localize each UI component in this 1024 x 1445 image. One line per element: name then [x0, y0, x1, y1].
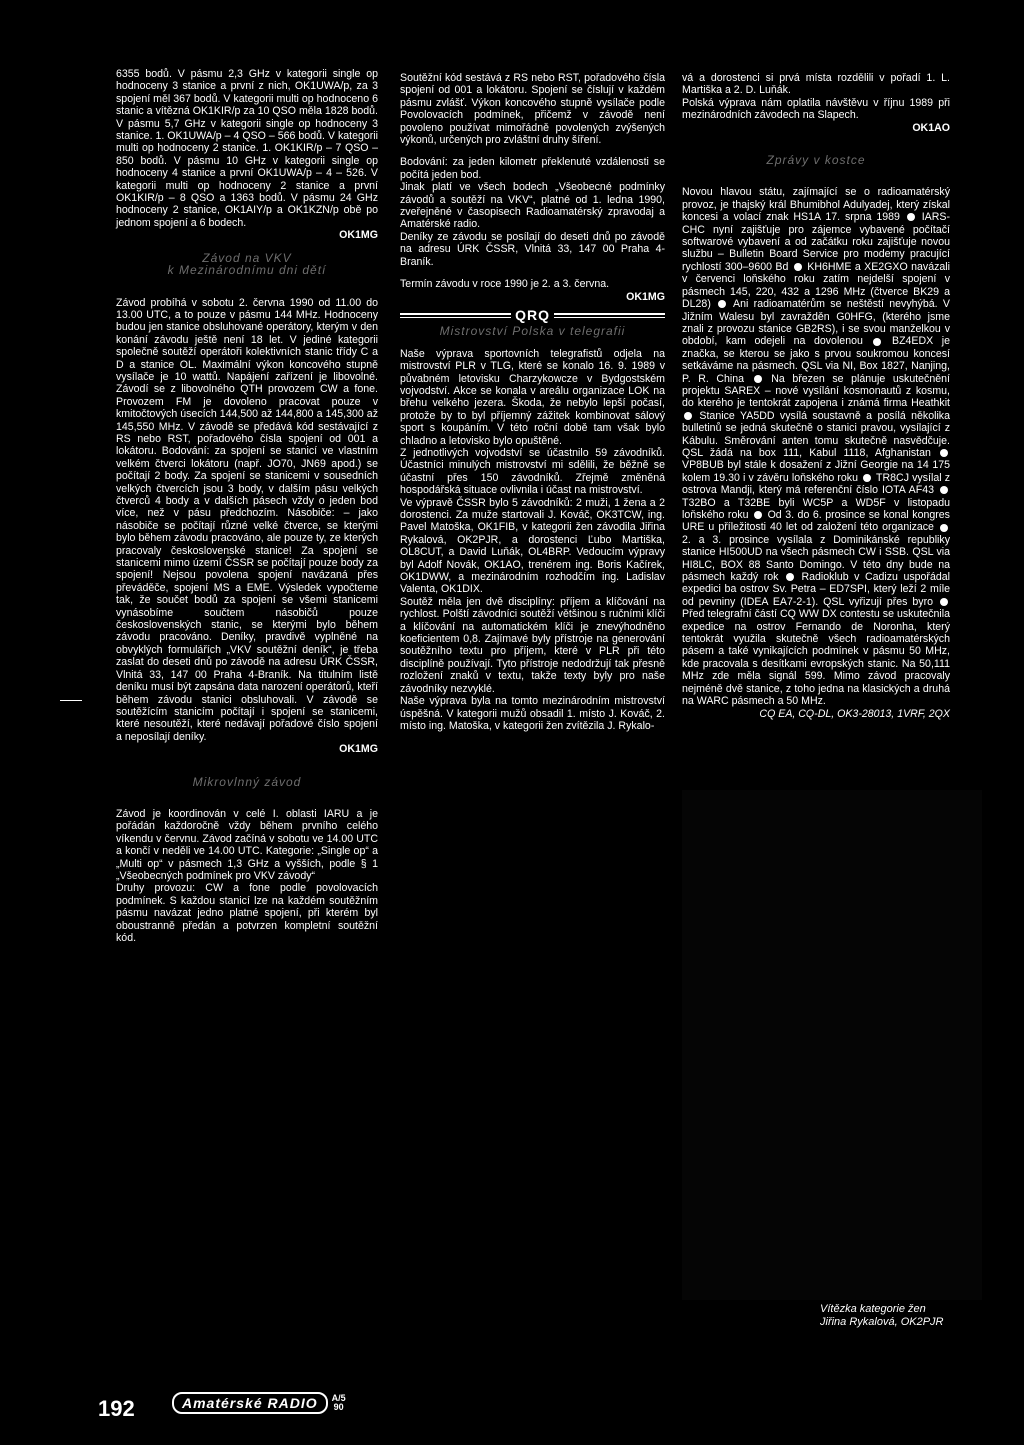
column-left [116, 68, 378, 944]
results-paragraph: 6355 bodů. V pásmu 2,3 GHz v kategorii single op hodnoceny 3 stanice a první z nich, OK1UWA/p, za 3 spojení měl 367 bodů. V kategorii multi op hodnoceno 6 stanic a vítězná OK1KIR/p za 10 QSO měla 1828 bodů. V pásmu 5,7 GHz v kategorii single op hodnoceny 3 stanice. 1. OK1UWA/p – 4 QSO – 566 bodů. V kategorii multi op hodnoceny 2 stanice. 1. OK1KIR/p – 7 QSO – 850 bodů. V pásmu 10 GHz v kategorii single op hodnoceny 4 stanice a první OK1UWA/p – 4 – 526. V kategorii multi op hodnoceny 2 stanice a první OK1KIR/p – 8 QSO a 1363 bodů. V pásmu 24 GHz hodnoceny 2 stanice, OK1AIY/p a OK1KZN/p obě po jednom spojení a 6 bodech. [116, 68, 378, 229]
continuation-paragraph: vá a dorostenci si prvá místa rozdělili v pořadí 1. L. Martiška a 2. D. Luňák. [682, 72, 950, 97]
microwave-modes-paragraph: Druhy provozu: CW a fone podle povolovacích podmínek. S každou stanicí lze na každém soutěžním pásmu navázat jedno platné spojení, při kterém byl oboustranně předán a potvrzen kompletní soutěžní kód. [116, 882, 378, 944]
visit-paragraph: Polská výprava nám oplatila návštěvu v říjnu 1989 při mezinárodních závodech na Slapech. [682, 96, 950, 122]
bullet-icon [754, 511, 762, 519]
contest-rules-paragraph: Závod probíhá v sobotu 2. června 1990 od 11.00 do 13.00 UTC, a to pouze v pásmu 144 MHz. Hodnoceny budou jen stanice obsluhované operátory, kterým v den konání závodu ještě není 18 let. V jediné kategorii společně soutěží operátoři kolektivních stanic třídy C a D a stanice OL. Maximální výkon koncového stupně vysílače je 10 wattů. Napájení zařízení je libovolné. Závodí se z libovolného QTH provozem CW a fone. Provozem FM je dovoleno pracovat pouze v kmitočtových úsecích 144,500 až 144,800 a 145,300 až 145,550 MHz. V závodě se předává kód sestávající z RS nebo RST, pořadového čísla spojení od 001 a lokátoru. Bodování: za spojení se stanicí ve vlastním velkém čtverci lokátoru (např. JO70, JN69 apod.) se počítají 2 body. Za spojení se stanicemi v sousedních velkých čtvercích jsou 3 body, v dalším pásu velkých čtverců 4 body a v dalších pásech vždy o jeden bod více, než v pásu předchozím. Násobiče: – jako násobiče se počítají různé velké čtverce, se kterými bylo během závodu pracováno, ale pouze ty, ze kterých pracovaly československé stanice! Za spojení se stanicemi mimo území ČSSR se počítají pouze body za spojení! Nejsou povolena spojení navázaná přes převáděče, spojení MS a EME. Výsledek vypočteme tak, že součet bodů za spojení se všemi stanicemi vynásobíme součtem násobičů pouze československých stanic, se kterými bylo během závodu pracováno. Deníky, pravdivě vyplněné na obvyklých formulářích „VKV soutěžní deník“, je třeba zaslat do deseti dnů po závodě na adresu ÚRK ČSSR, Vlnitá 33, 147 00 Praha 4-Braník. Na titulním listě deníku musí být zapsána data narození operátorů, kteří během závodu stanici obsluhovali. V závodě se soutěžícím stanicím počítají i spojení se stanicemi, které nesoutěží, které nedávají pořadové číslo spojení a neposílají deníky. [116, 296, 378, 743]
news-item: 2. a 3. prosince vysílala z Dominikánské republiky stanice HI500UD na všech pásmech CW i SSB. QSL via HI8LC, BOX 88 Santo Domingo. V této dny bude na pásmech každý rok [682, 533, 950, 584]
bullet-icon [940, 598, 948, 606]
bullet-icon [786, 573, 794, 581]
section-heading-vkv: Závod na VKV [202, 250, 292, 265]
bullet-icon [794, 263, 802, 271]
bullet-icon [684, 412, 692, 420]
margin-dash [60, 700, 82, 701]
issue-number [332, 1394, 346, 1412]
bullet-icon [940, 449, 948, 457]
news-item: Stanice YA5DD vysílá soustavně a posílá několika bulletinů se jedná skutečně o stanici pravou, vysílající z Kábulu. Směrování anten tomu skutečně nasvědčuje. QSL žádá na box 111, Kabul 1118, Afghanistan [682, 409, 950, 459]
participants-paragraph: Z jednotlivých vojvodství se účastnilo 59 závodníků. Účastníci minulých mistrovství mi sdělili, že běžně se účastní přes 150 závodníků. Zřejmě změněná hospodářská situace ovlivnila i účast na mistrovství. [400, 446, 665, 497]
bullet-icon [907, 213, 915, 221]
news-item: KH6HME a XE2GXO navázali v červenci loňského roku zatím nejdelší spojení v pásmech 145, 220, 432 a 1296 MHz (čtverce BK29 a DL28) [682, 260, 951, 311]
scoring-paragraph: Bodování: za jeden kilometr překlenuté vzdálenosti se počítá jeden bod. [400, 156, 665, 181]
bullet-icon [754, 375, 762, 383]
qrq-title: QRQ [515, 306, 550, 323]
column-middle [400, 72, 665, 732]
news-item: Ani radioamatérům se neštěstí nevyhýbá. V Jižním Walesu byl zavražděn G0HFG, (kterého jsme znali z provozu stanice GB2RS), i se svou manželkou v období, kam odejeli na dovolenou [682, 298, 950, 348]
team-paragraph: Ve výpravě ČSSR bylo 5 závodníků: 2 muži, 1 žena a 2 dorostenci. Za muže startovali J. Kováč, OK3TCW, ing. Pavel Matoška, OK1FIB, v kategorii žen závodila Jiřina Rykalová, OK2PJR, a dorostenci Ľubo Martiška, OL8CUT, a David Luňák, OL4BRP. Vedoucím výpravy byl Adolf Novák, OK1AO, trenérem ing. Boris Kačírek, OK1DWW, a mezinárodním rozhodčím ing. Ladislav Valenta, OK1DIX. [400, 496, 665, 596]
section-heading-microwave: Mikrovlnný závod [192, 774, 302, 789]
news-item: Před telegrafní částí CQ WW DX contestu se uskutečnila expedice na ostrov Fernando de Noronha, který tentokrát využila skutečně všech radioamatérských pásem a také vynikajících podmínek v pásmu 50 MHz, kde pracovala s desítkami evropských stanic. Na 50,111 MHz zde měla signál 599. Mimo závod pracovaly nejméně dvě stanice, z toho jedna na klasických a druhá na WARC pásmech a 50 MHz. [682, 608, 950, 708]
logs-paragraph: Deníky ze závodu se posílají do deseti dnů po závodě na adresu ÚRK ČSSR, Vlnitá 33, 147 00 Praha 4-Braník. [400, 230, 665, 268]
bullet-icon [873, 338, 881, 346]
news-item: IARS-CHC nyní zajišťuje pro zájemce vybavené počítačí softwarové vybavení a od začátku roku zajišťuje novou službu – Bulletin Board Service pro modemy pracující rychlostí 300–9600 Bd [682, 211, 950, 273]
section-subheading-vkv: k Mezinárodnímu dni dětí [167, 263, 327, 278]
news-item: Radioklub v Cadizu uspořádal expedici ba ostrov Sv. Petra – ED7SPI, který leží 2 míle od pevniny (IDEA EA7-2-1). QSL vyřizují přes byro [682, 571, 950, 608]
qrq-heading [400, 306, 665, 323]
news-item: BZ4EDX je značka, se kterou se jako s prvou soukromou koncesí setkáváme na pásmech. QSL via NI, Box 1827, Nanjing, P. R. China [682, 335, 951, 385]
photo-winner [682, 790, 982, 1300]
section-heading-news: Zprávy v kostce [766, 153, 866, 168]
bullet-icon [940, 524, 948, 532]
news-item: VP8BUB byl stále k dosažení z Jižní Georgie na 14 175 kolem 19.30 i v závěru loňského roku [682, 459, 950, 484]
bullet-icon [863, 474, 871, 482]
news-paragraph [682, 186, 950, 707]
signature: OK1MG [339, 229, 378, 242]
signature: OK1AO [912, 121, 950, 134]
trip-paragraph: Naše výprava sportovních telegrafistů odjela na mistrovství PLR v TLG, které se konalo 16. 9. 1989 v půvabném letovisku Charzykowcze v Bydgostském vojvodství. Akce se konala v areálu organizace LOK na břehu velkého jezera. Škoda, že nebylo lepší počasí, protože by to byl příjemný zážitek kombinovat sálový sport s koupáním. V této roční době tam však bylo chladno a letovisko bylo opuštěné. [400, 347, 665, 447]
bullet-icon [940, 486, 948, 494]
photo-caption: Vítězka kategorie žen Jiřina Rykalová, OK2PJR [820, 1303, 944, 1328]
news-item: Na březen se plánuje uskutečnění projektu SAREX – nové vysílání kosmonautů z kosmu, do kterého je tentokrát zapojena i známá firma Heathkit [682, 372, 950, 410]
microwave-paragraph: Závod je koordinován v celé I. oblasti IARU a je pořádán každoročně vždy během prvního celého víkendu v červnu. Závod začíná v sobotu ve 14.00 UTC a končí v neděli ve 14.00 UTC. Kategorie: „Single op“ a „Multi op“ v pásmech 1,3 GHz a vyšších, podle § 1 „Všeobecných podmínek pro VKV závody“ [116, 807, 378, 882]
issue-top: A/5 [331, 1393, 346, 1403]
date-paragraph: Termín závodu v roce 1990 je 2. a 3. června. [400, 278, 610, 291]
column-right [682, 72, 950, 720]
general-conditions-paragraph: Jinak platí ve všech bodech „Všeobecné podmínky závodů a soutěží na VKV“, platné od 1. ledna 1990, zveřejněné v časopisech Radioamatérský zpravodaj a Amatérské radio. [400, 181, 665, 231]
contest-code-paragraph: Soutěžní kód sestává z RS nebo RST, pořadového čísla spojení od 001 a lokátoru. Spojení se číslují v každém pásmu zvlášť. Výkon koncového stupně vysílače podle Povolovacích podmínek, přičemž v závodě není povoleno používat mimořádně povolených zvýšených výkonů, určených pro zvláštní druhy šíření. [400, 72, 665, 147]
signature: OK1MG [626, 290, 665, 303]
page-number: 192 [98, 1396, 135, 1421]
news-item: T32BO a T32BE byli WC5P a WD5F v listopadu loňského roku [682, 496, 950, 521]
logo-text: Amatérské RADIO [172, 1392, 328, 1414]
issue-year: 90 [333, 1402, 344, 1412]
disciplines-paragraph: Soutěž měla jen dvě disciplíny: příjem a klíčování na rychlost. Polští závodníci soutěží většinou s ručními klíči a klíčování na automatickém klíči je znevýhodněno koeficientem 0,8. Zajímavé byly přístroje na generování soutěžního textu pro příjem, které v PLR při této disciplíně používají. Tyto přístroje nedodržují tak přesně rozložení znaků v textu, takže texty byly pro naše závodníky nezvyklé. [400, 595, 665, 695]
sources-signature: CQ EA, CQ-DL, OK3-28013, 1VRF, 2QX [759, 707, 950, 720]
news-item: TR8CJ vysílal z ostrova Mandji, který má referenční číslo IOTA AF43 [682, 471, 950, 497]
bullet-icon [718, 300, 726, 308]
news-item: Od 3. do 6. prosince se konal kongres URE u příležitosti 40 let od založení této organizace [682, 509, 950, 534]
news-item: Novou hlavou státu, zajímající se o radioamatérský provoz, je thajský král Bhumibhol Adulyadej, který získal koncesi a volací znak HS1A 17. srpna 1989 [682, 186, 950, 224]
rule-line [400, 313, 511, 318]
signature: OK1MG [339, 743, 378, 756]
results-paragraph: Naše výprava byla na tomto mezinárodním mistrovství úspěšná. V kategorii mužů obsadil 1. místo J. Kováč, 2. místo ing. Matoška, v kategorii žen zvítězila J. Rykalo- [400, 695, 665, 732]
section-heading-poland: Mistrovství Polska v telegrafii [439, 324, 626, 339]
magazine-logo [172, 1392, 346, 1414]
rule-line [554, 313, 665, 318]
